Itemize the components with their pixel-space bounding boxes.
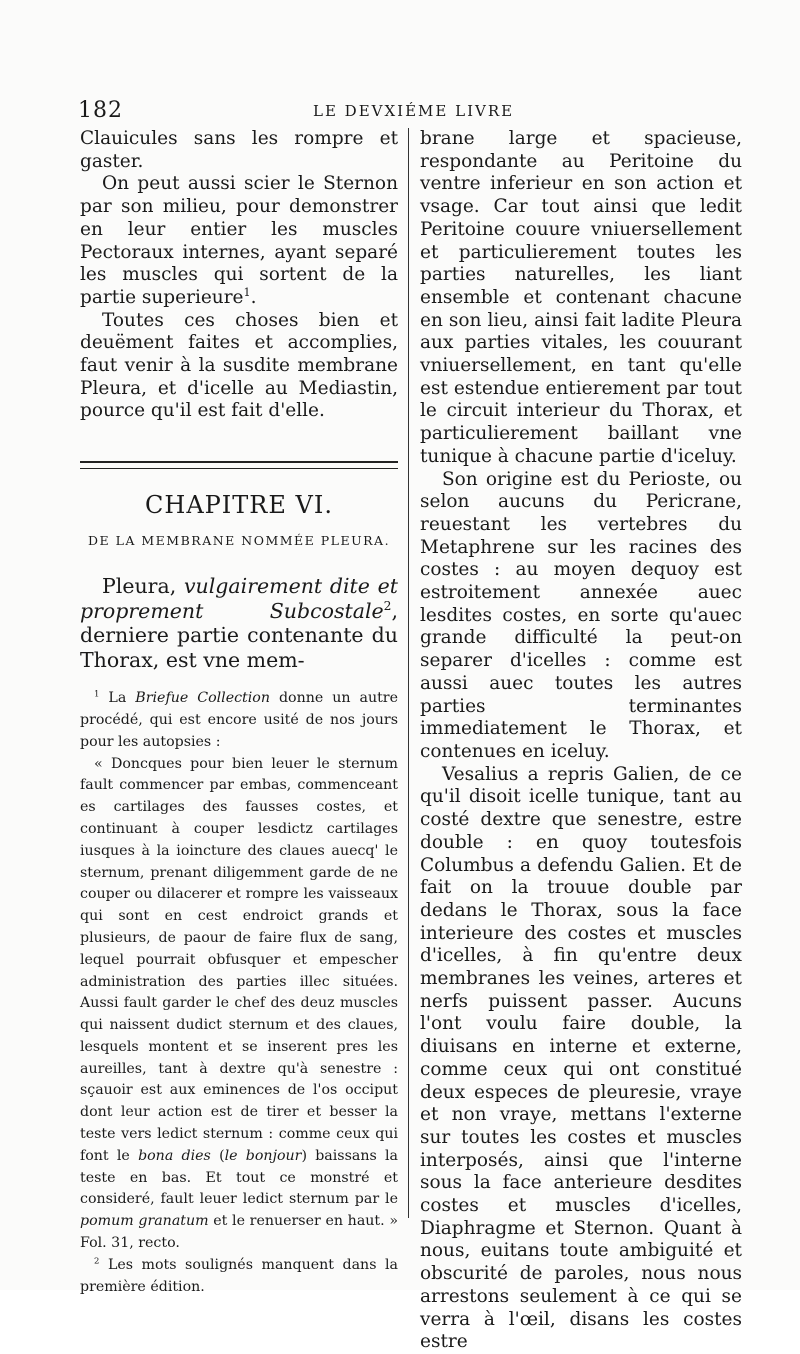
page-header [78, 98, 738, 128]
right-column [420, 128, 742, 1354]
chapter-title: CHAPITRE VI. [145, 491, 333, 520]
right-paragraph-1: brane large et spacieuse, respondante au Peritoine du ventre inferieur en son action et vsage. Car tout ainsi que ledit Peritoine couure vniuersellement et particulierement toutes les parties naturelles, les liant ensemble et contenant chacune en son lieu, ainsi fait ladite Pleura aux parties vitales, les couurant vniuersellement, en tant qu'elle est estendue entierement par tout le circuit interieur du Thorax, et particulierement baillant vne tunique à chacune partie d'iceluy. [420, 128, 742, 467]
footnote-2-text: Les mots soulignés manquent dans la première édition. [80, 1256, 398, 1295]
quote-italic-pomum-granatum: pomum granatum [80, 1213, 209, 1230]
footnote-2-mark: 2 [94, 1256, 100, 1267]
left-paragraph-3: Toutes ces choses bien et deuëment faites et accomplies, faut venir à la susdite membrane Pleura, et d'icelle au Mediastin, pource qu'il est fait d'elle. [80, 309, 398, 422]
right-paragraph-3: Vesalius a repris Galien, de ce qu'il disoit icelle tunique, tant au costé dextre que senestre, estre double : en quoy toutesfois Columbus a defendu Galien. Et de fait on la trouue double par dedans le Thorax, sous la face interieure des costes et muscles d'icelles, à fin qu'entre deux membranes les veines, arteres et nerfs puissent passer. Aucuns l'ont voulu faire double, la diuisans en interne et externe, comme ceux qui ont constitué deux especes de pleuresie, vraye et non vraye, mettans l'externe sur toutes les costes et muscles interposés, ainsi que l'interne sous la face anterieure desdites costes et muscles d'icelles, Diaphragme et Sternon. Quant à nous, euitans toute ambiguité et obscurité de paroles, nous nous arrestons seulement à ce qui se verra à l'œil, disans les costes estre [420, 763, 742, 1353]
footnote-1-text-a: La [99, 690, 136, 707]
footnote-1-intro [80, 688, 398, 753]
quote-part-e: ) baissans la teste en bas. Et tout ce monstré et consideré, fault leuer ledict sternum par le [80, 1147, 398, 1208]
quote-italic-le-bonjour: le bonjour [224, 1147, 302, 1164]
left-paragraph-1: Clauicules sans les rompre et gaster. [80, 128, 398, 172]
lead-italic-phrase: vulgairement dite et proprement Subcostale [80, 574, 398, 623]
chapter-lead-paragraph [80, 574, 398, 672]
lead-term: Pleura, [102, 574, 184, 599]
left-paragraph-2-text: On peut aussi scier le Sternon par son milieu, pour demonstrer en leur entier les muscles Pectoraux internes, ayant separé les muscles qui sortent de la partie superieure [80, 173, 398, 308]
quote-part-g: et le renuerser en haut. » Fol. 31, recto. [80, 1213, 399, 1252]
left-paragraph-2 [80, 173, 398, 309]
left-column [80, 128, 398, 1298]
right-body-text [420, 128, 742, 1354]
footnote-2 [80, 1255, 398, 1299]
footnotes [80, 688, 398, 1298]
lead-rest: , derniere partie contenante du Thorax, est vne mem- [80, 598, 398, 672]
running-head: LE DEVXIÉME LIVRE [313, 102, 515, 120]
footnote-ref-1: 1 [243, 285, 251, 299]
footnote-1-text-c: donne un autre procédé, qui est encore usité de nos jours pour les autopsies : [80, 690, 398, 750]
chapter-subtitle: DE LA MEMBRANE NOMMÉE PLEURA. [87, 533, 391, 549]
left-paragraph-2-end: . [250, 286, 257, 308]
footnote-ref-2: 2 [383, 598, 392, 613]
right-paragraph-2: Son origine est du Perioste, ou selon aucuns du Pericrane, reuestant les vertebres du Metaphrene sur les racines des costes : au moyen dequoy est estroitement annexée auec lesdites costes, en sorte qu'auec grande difficulté la peut-on separer d'icelles : comme est aussi auec toutes les autres parties terminantes immediatement le Thorax, et contenues en iceluy. [420, 468, 742, 762]
column-divider [408, 128, 409, 1218]
quote-italic-bona-dies: bona dies [138, 1147, 211, 1164]
chapter-rule [80, 461, 398, 469]
quote-part-a: « Doncques pour bien leuer le sternum fault commencer par embas, commenceant es cartilages des fausses costes, et continuant à couper lesdictz cartilages iusques à la ioincture des claues auecq' le sternum, prenant diligemment garde de ne couper ou dilacerer et rompre les vaisseaux qui sont en cest endroict grands et plusieurs, de paour de faire flux de sang, lequel pourrait obfusquer et empescher administration des parties illec situées. Aussi fault garder le chef des deuz muscles qui naissent dudict sternum et des claues, lesquels montent et se inserent pres les aureilles, tant à dextre qu'à senestre : sçauoir est aux eminences de l'os occiput dont leur action est de tirer et besser la teste vers ledict sternum : comme ceux qui font le [80, 755, 398, 1164]
quote-part-c: ( [210, 1147, 225, 1164]
left-body-text [80, 128, 398, 423]
footnote-1-quote [80, 754, 398, 1255]
footnote-1-mark: 1 [94, 689, 100, 700]
page-number: 182 [78, 98, 123, 123]
footnote-1-book-title: Briefue Collection [135, 690, 270, 707]
